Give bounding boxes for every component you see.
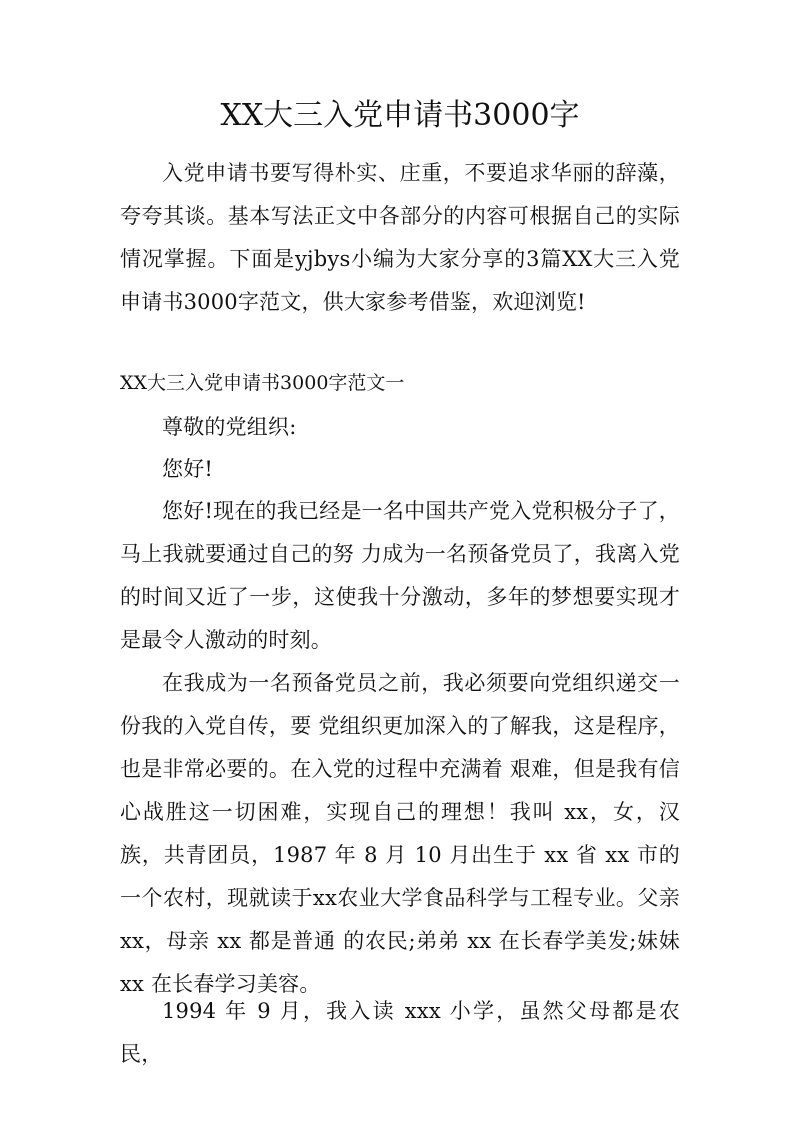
greeting: 您好! (162, 457, 214, 481)
document-title: XX大三入党申请书3000字 (220, 98, 580, 133)
body-paragraph: 1994 年 9 月，我入读 xxx 小学，虽然父母都是农民， (120, 999, 680, 1066)
section-heading: XX大三入党申请书3000字范文一 (120, 372, 405, 394)
body-paragraph: 您好!现在的我已经是一名中国共产党入党积极分子了，马上我就要通过自己的努 力成为一名预备党员了，我离入党的时间又近了一步，这使我十分激动，多年的梦想要实现才是最令人激动的时刻。 (120, 499, 680, 652)
intro-paragraph: 入党申请书要写得朴实、庄重，不要追求华丽的辞藻，夸夸其谈。基本写法正文中各部分的内容可根据自己的实际情况掌握。下面是yjbys小编为大家分享的3篇XX大三入党申请书3000字范文，供大家参考借鉴，欢迎浏览! (120, 161, 680, 314)
body-paragraph: 在我成为一名预备党员之前，我必须要向党组织递交一份我的入党自传，要 党组织更加深入的了解我，这是程序，也是非常必要的。在入党的过程中充满着 艰难，但是我有信心战胜这一切困难，实现自己的理想！我叫 xx，女，汉族，共青团员，1987 年 8 月 10 月出生于 xx 省 xx 市的一个农村，现就读于xx农业大学食品科学与工程专业。父亲xx，母亲 xx 都是普通 的农民;弟弟 xx 在长春学美发;妹妹 xx 在长春学习美容。 (120, 671, 680, 996)
salutation: 尊敬的党组织: (162, 415, 297, 439)
